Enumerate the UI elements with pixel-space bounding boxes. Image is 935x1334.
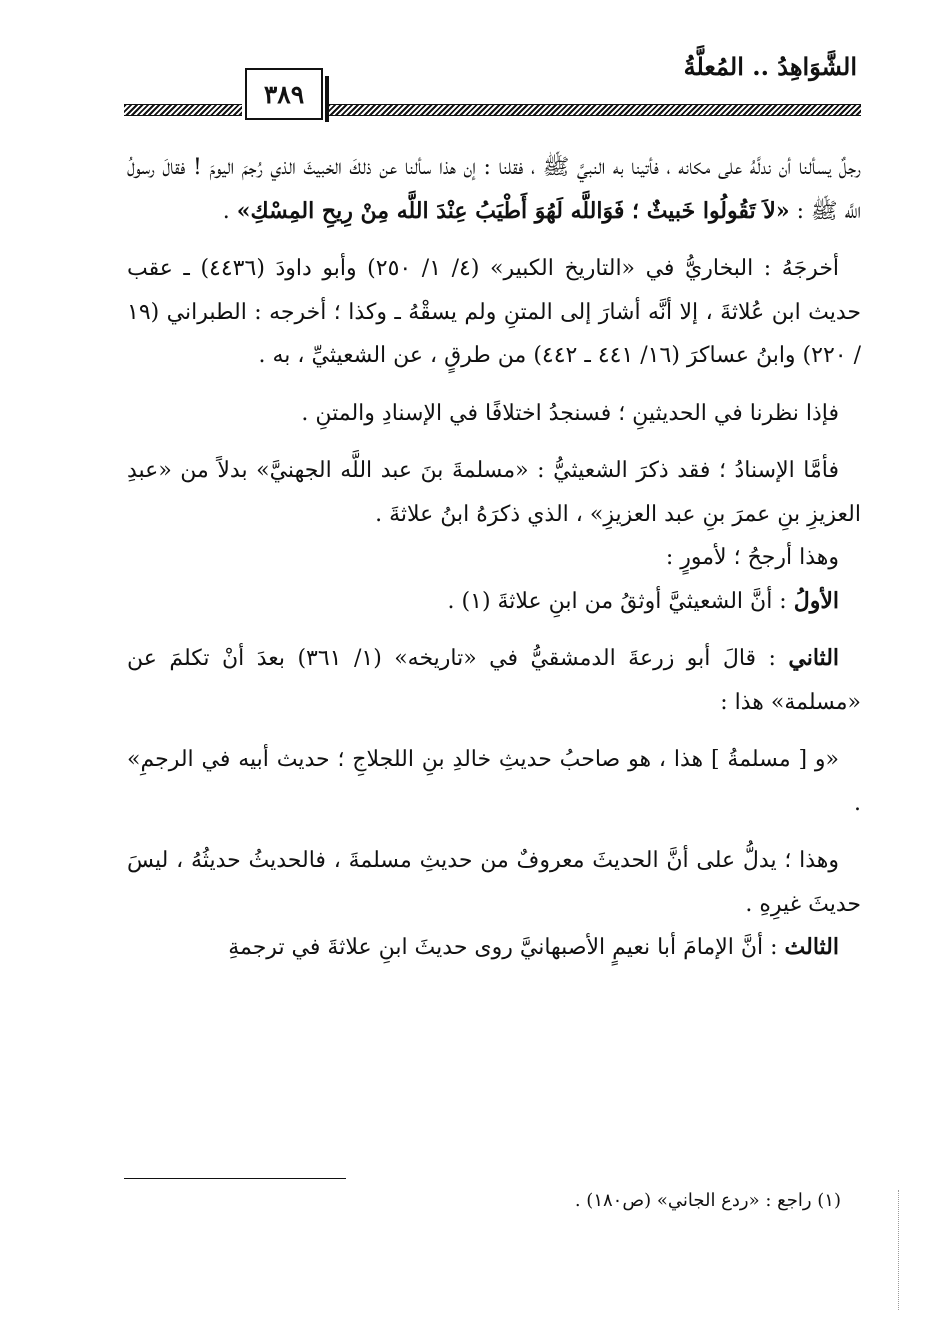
- paragraph-comparison: فإذا نظرنا في الحديثينِ ؛ فسنجدُ اختلافًا في الإسنادِ والمتنِ .: [301, 400, 839, 426]
- paragraph-reason-first: [127, 580, 861, 624]
- paragraph-quote-abu-zura: «و [ مسلمةُ ] هذا ، هو صاحبُ حديثِ خالدِ بنِ اللجلاجِ ؛ حديث أبيه في الرجمِ» .: [127, 747, 861, 816]
- header-rule-left: [124, 104, 242, 116]
- header-rule-right: [328, 104, 861, 116]
- paragraph-reason-third: [127, 926, 861, 970]
- paragraph-reason-second: [127, 637, 861, 724]
- prophet-quote: «لاَ تَقُولُوا خَبيثٌ ؛ فَوَاللَّه لَهُوَ أَطْيَبُ عِنْدَ اللَّه مِنْ رِيحِ المِسْكِ»: [236, 197, 790, 224]
- running-title: الشَّوَاهِدُ .. المُعلَّةُ: [683, 52, 857, 81]
- paragraph-hadith-end: .: [222, 198, 237, 224]
- reason-third-label: الثالث: [784, 934, 839, 960]
- footnote-separator: [124, 1178, 346, 1179]
- scan-edge-mark: [898, 1190, 899, 1310]
- reason-third-text: : أنَّ الإمامَ أبا نعيمٍ الأصبهانيَّ روى حديثَ ابنِ علاثةَ في ترجمةِ: [228, 935, 778, 960]
- page-number: ٣٨٩: [245, 68, 323, 120]
- paragraph-hadith: [127, 146, 861, 233]
- reason-first-text: : أنَّ الشعيثيَّ أوثقُ من ابنِ علاثةَ (١) .: [447, 588, 787, 614]
- footnote: (١) راجع : «ردع الجاني» (ص١٨٠) .: [574, 1190, 841, 1211]
- body-text: [127, 146, 861, 970]
- paragraph-inference: وهذا ؛ يدلُّ على أنَّ الحديثَ معروفٌ من حديثِ مسلمةَ ، فالحديثُ حديثُهُ ، ليسَ حديثَ غيرِهِ .: [127, 848, 861, 917]
- reason-first-label: الأولُ: [793, 587, 839, 614]
- paragraph-isnad: فأمَّا الإسنادُ ؛ فقد ذكرَ الشعيثيُّ : «مسلمةَ بنَ عبد اللَّه الجهنيَّ» بدلاً من «عبدِ العزيزِ بنِ عمرَ بنِ عبد العزيزِ» ، الذي ذكرَهُ ابنُ علاثةَ .: [127, 458, 861, 527]
- reason-second-text: : قالَ أبو زرعةَ الدمشقيُّ في «تاريخه» (١/ ٣٦١) بعدَ أنْ تكلمَ عن «مسلمة» هذا :: [127, 646, 861, 715]
- paragraph-takhrij: أخرجَهُ : البخاريُّ في «التاريخ الكبير» (٤/ ١/ ٢٥٠) وأبو داودَ (٤٤٣٦) ـ عقب حديث ابن عُلاثةَ ، إلا أنَّه أشارَ إلى المتنِ ولم يسقْهُ ـ وكذا ؛ أخرجه : الطبراني (١٩ / ٢٢٠) وابنُ عساكرَ (١٦/ ٤٤١ ـ ٤٤٢) من طرقٍ ، عن الشعيثيِّ ، به .: [127, 256, 861, 368]
- paragraph-hadith-text: رجلٌ يسألنا أن ندلَّهُ على مكانه ، فأتينا به النبيَّ ﷺ ، فقلنا : إن هذا سألنا عن ذلكَ الخبيثَ الذي رُجمَ اليومَ ! فقالَ رسولُ اللَّه ﷺ :: [127, 155, 861, 224]
- reason-second-label: الثاني: [788, 645, 840, 671]
- paragraph-reasons-intro: وهذا أرجحُ ؛ لأمورٍ :: [665, 545, 839, 570]
